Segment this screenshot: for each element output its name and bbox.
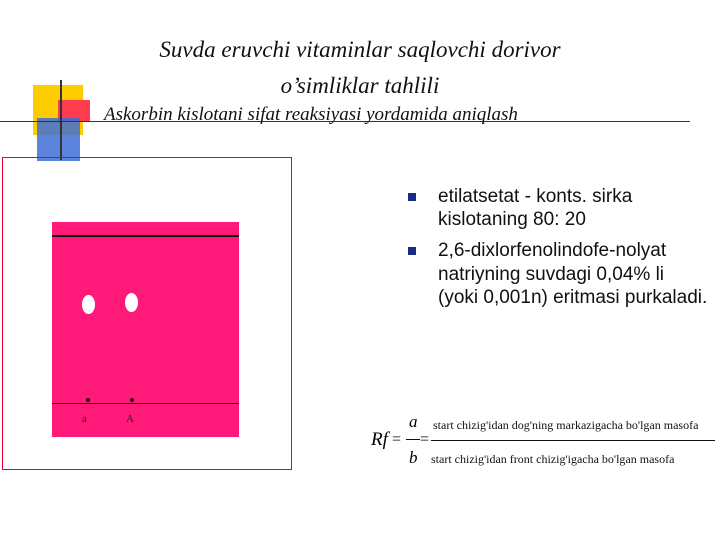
formula-equals: =	[420, 431, 430, 448]
formula-fraction-bar	[431, 440, 715, 441]
formula-fraction-bar	[406, 439, 420, 440]
decor-blue-square	[37, 118, 80, 161]
bullet-list	[408, 185, 708, 317]
slide-title-line1: Suvda eruvchi vitaminlar saqlovchi dorivor	[159, 37, 561, 62]
bullet-item	[408, 185, 708, 231]
lane-label: a	[82, 413, 87, 425]
formula-equals: =	[392, 431, 402, 448]
bullet-text: etilatsetat - konts. sirka kislotaning 80: 20	[438, 186, 633, 231]
formula-denominator-letter: b	[409, 448, 418, 467]
solvent-front-line	[52, 235, 239, 237]
chromatogram-plate	[52, 222, 239, 437]
formula-rf-symbol: Rf	[371, 429, 388, 450]
slide-subtitle: Askorbin kislotani sifat reaksiyasi yordamida aniqlash	[104, 104, 518, 125]
start-point	[86, 398, 90, 402]
bullet-text: 2,6-dixlorfenolindofe-nolyat natriyning suvdagi 0,04% li (yoki 0,001n) eritmasi purkaladi.	[438, 240, 708, 308]
chromatogram-spot	[125, 293, 138, 312]
square-bullet-icon	[408, 247, 416, 255]
start-line	[52, 403, 239, 404]
slide-title-line2: o’simliklar tahlili	[280, 73, 440, 98]
chromatogram-spot	[82, 295, 95, 314]
formula-denominator-text: start chizig'idan front chizig'igacha bo'lgan masofa	[431, 452, 675, 466]
bullet-item	[408, 239, 708, 309]
square-bullet-icon	[408, 193, 416, 201]
formula-numerator-text: start chizig'idan dog'ning markazigacha bo'lgan masofa	[433, 418, 699, 432]
lane-label: A	[126, 413, 134, 425]
formula-numerator-letter: a	[409, 412, 418, 431]
start-point	[130, 398, 134, 402]
